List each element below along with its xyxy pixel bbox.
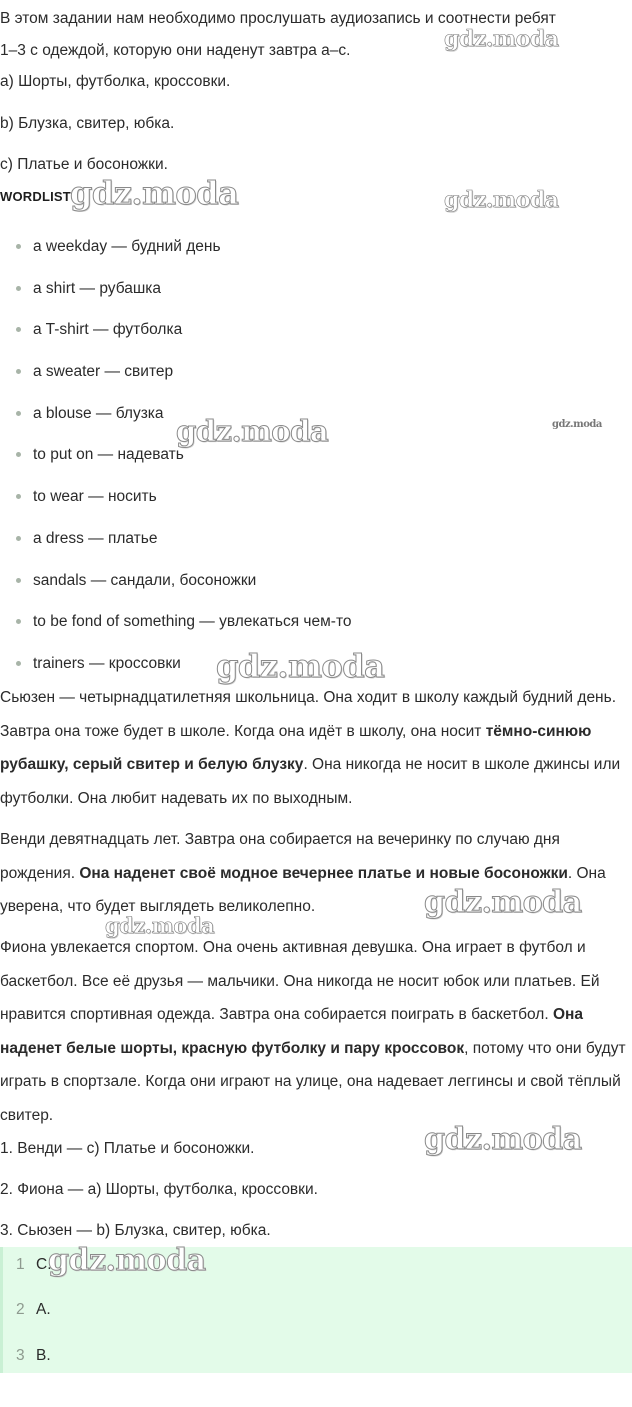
watermark: gdz.moda [444, 187, 559, 213]
watermark: gdz.moda [70, 174, 239, 212]
watermark: gdz.moda [216, 647, 385, 685]
word-item: a dress — платье [0, 522, 632, 564]
match-3: 3. Сьюзен — b) Блузка, свитер, юбка. [0, 1222, 271, 1239]
answer-row [16, 1298, 51, 1322]
word-item: a T-shirt — футболка [0, 313, 632, 355]
word-item: sandals — сандали, босоножки [0, 564, 632, 606]
option-a: a) Шорты, футболка, кроссовки. [0, 73, 231, 90]
answer-number: 2 [16, 1301, 25, 1318]
watermark: gdz.moda [424, 885, 582, 920]
paragraph-susan-text: Сьюзен — четырнадцатилетняя школьница. Она ходит в школу каждый будний день. Завтра она тоже будет в школе. Когда она идёт в школу, она носит [0, 689, 617, 740]
intro-line-2: 1–3 с одеждой, которую они наденут завтра a–c. [0, 42, 351, 59]
match-1: 1. Венди — c) Платье и босоножки. [0, 1140, 255, 1157]
wordlist-heading: WORDLIST [0, 189, 71, 204]
option-c: c) Платье и босоножки. [0, 156, 168, 173]
word-item: a sweater — свитер [0, 355, 632, 397]
paragraph-susan [0, 681, 628, 815]
watermark: gdz.moda [552, 419, 602, 430]
paragraph-fiona-bold: Она наденет белые шорты, красную футболку и пару кроссовок [0, 1006, 583, 1057]
paragraph-susan-bold: тёмно-синюю рубашку, серый свитер и белую блузку [0, 722, 592, 773]
watermark: gdz.moda [176, 414, 329, 448]
word-item: to be fond of something — увлекаться чем-то [0, 605, 632, 647]
word-item: a shirt — рубашка [0, 272, 632, 314]
paragraph-wendy-text: Венди девятнадцать лет. Завтра она собирается на вечеринку по случаю дня рождения. [0, 831, 560, 882]
intro-line-1: В этом задании нам необходимо прослушать аудиозапись и соотнести ребят [0, 10, 556, 27]
word-item: trainers — кроссовки [0, 647, 632, 689]
answer-letter: A. [36, 1301, 51, 1318]
wordlist [0, 230, 632, 689]
paragraph-fiona-text-end: , потому что они будут играть в спортзале. Когда они играют на улице, она надевает леггинсы и свой тёплый свитер. [0, 1039, 626, 1124]
answer-letter: B. [36, 1347, 51, 1364]
match-2: 2. Фиона — a) Шорты, футболка, кроссовки. [0, 1181, 318, 1198]
paragraph-wendy-text-end: . Она уверена, что будет выглядеть великолепно. [0, 864, 606, 915]
answer-row [16, 1344, 51, 1368]
watermark: gdz.moda [48, 1243, 206, 1278]
paragraph-fiona-text: Фиона увлекается спортом. Она очень активная девушка. Она играет в футбол и баскетбол. Все её друзья — мальчики. Она никогда не носит юбок или платьев. Ей нравится спортивная одежда. Завтра она собирается поиграть в баскетбол. [0, 939, 600, 1023]
word-item: to put on — надевать [0, 438, 632, 480]
paragraph-fiona [0, 931, 628, 1132]
answer-number: 3 [16, 1347, 25, 1364]
paragraph-wendy-bold: Она наденет своё модное вечернее платье и новые босоножки [79, 864, 568, 882]
watermark: gdz.moda [424, 1122, 582, 1157]
answer-letter: C. [36, 1256, 52, 1273]
answer-row [16, 1253, 52, 1277]
watermark: gdz.moda [105, 913, 215, 938]
paragraph-susan-text-end: . Она никогда не носит в школе джинсы или футболки. Она любит надевать их по выходным. [0, 756, 621, 807]
word-item: a blouse — блузка [0, 397, 632, 439]
watermark: gdz.moda [444, 26, 559, 52]
word-item: to wear — носить [0, 480, 632, 522]
answer-number: 1 [16, 1256, 25, 1273]
word-item: a weekday — будний день [0, 230, 632, 272]
option-b: b) Блузка, свитер, юбка. [0, 115, 175, 132]
